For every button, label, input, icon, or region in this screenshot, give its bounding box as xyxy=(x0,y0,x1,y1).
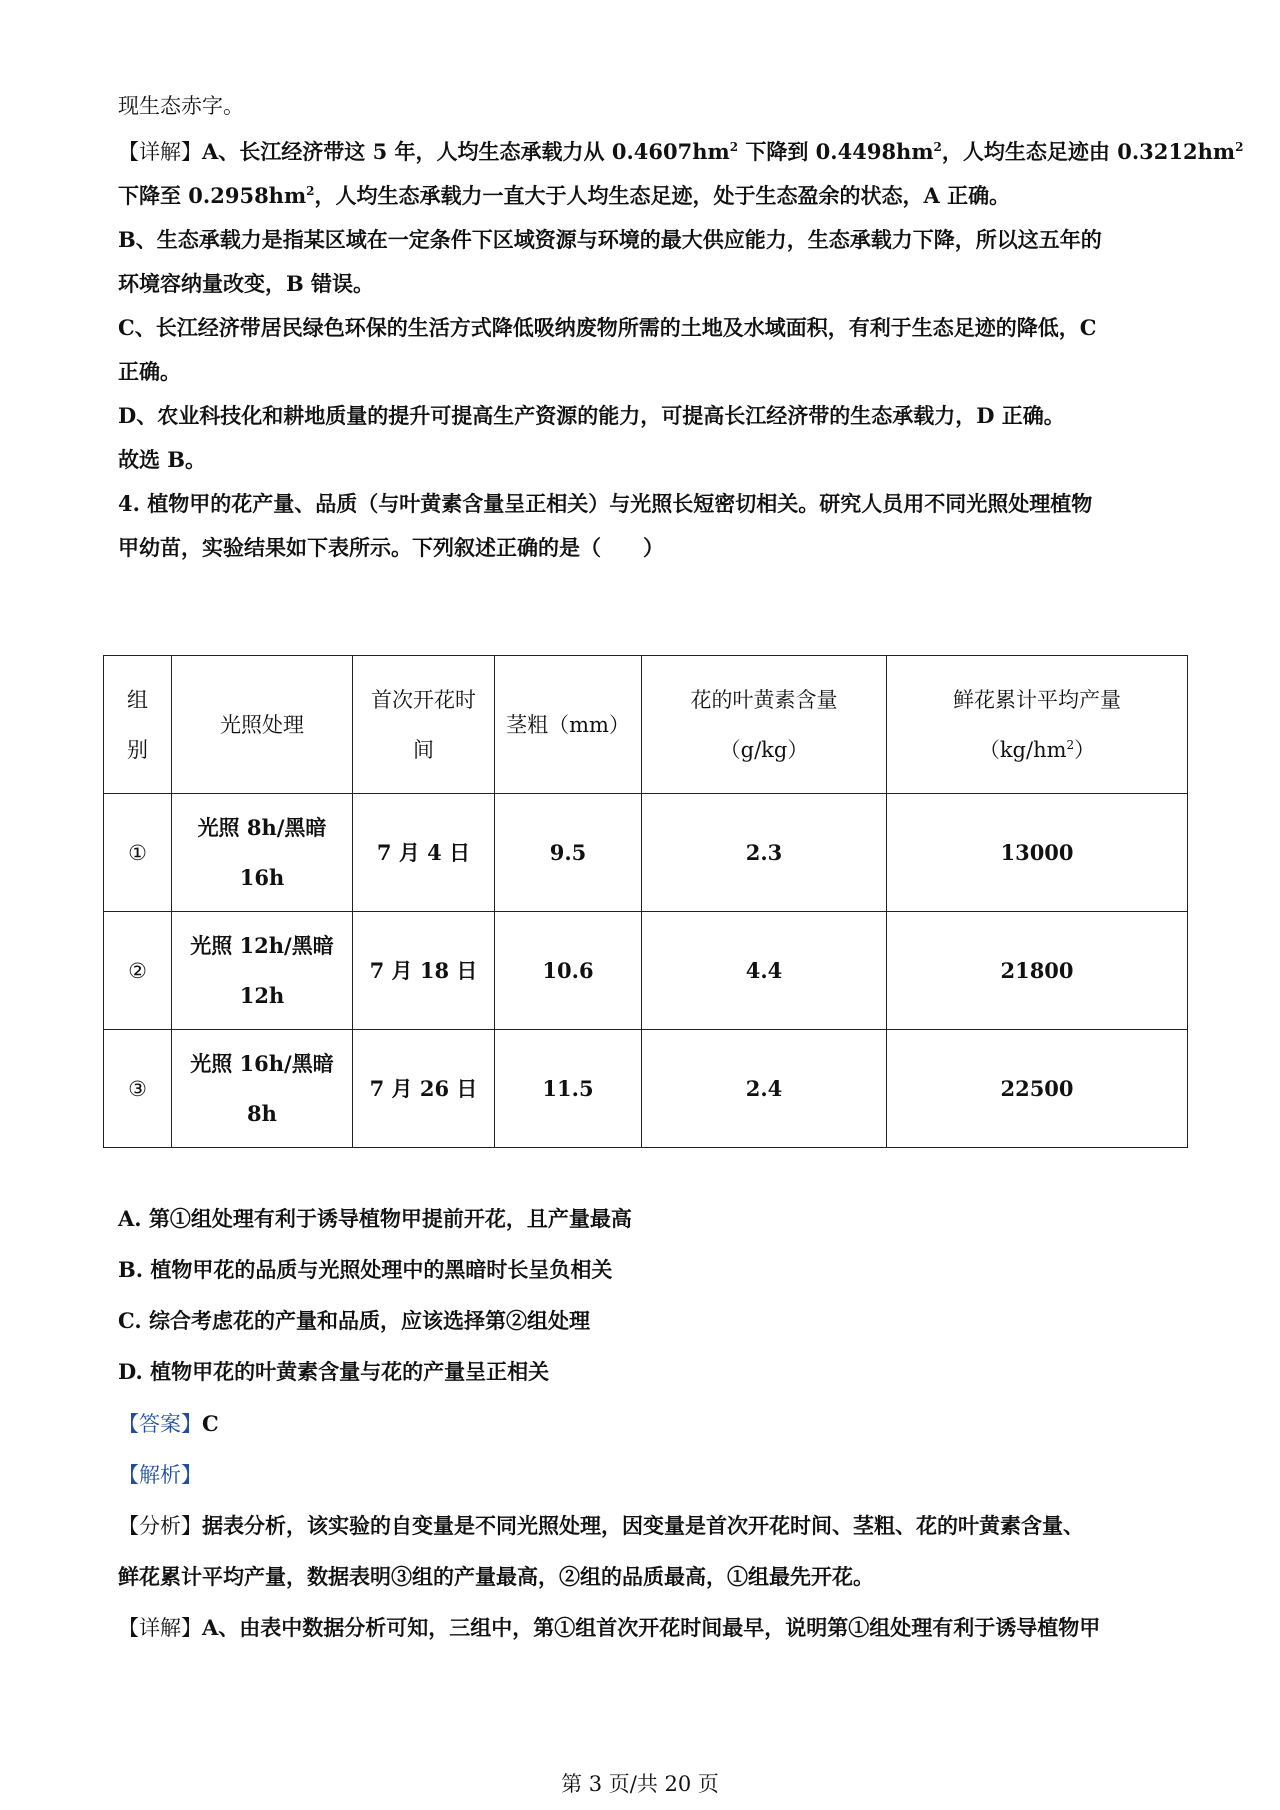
cell-light: 光照 12h/黑暗 12h xyxy=(172,912,353,1030)
table-header-row xyxy=(104,656,1188,794)
cell-group: ② xyxy=(104,912,172,1030)
analysis-line1: 【分析】据表分析，该实验的自变量是不同光照处理，因变量是首次开花时间、茎粗、花的叶黄素含量、 xyxy=(118,1513,1084,1538)
cell-stem: 11.5 xyxy=(495,1030,642,1148)
analysis-sub-label: 【分析】 xyxy=(118,1514,202,1538)
cell-flower-time: 7 月 18 日 xyxy=(353,912,495,1030)
header-lutein: 花的叶黄素含量 （g/kg） xyxy=(642,656,887,794)
detail-c-line1: C、长江经济带居民绿色环保的生活方式降低吸纳废物所需的土地及水域面积，有利于生态足迹的降低，C xyxy=(118,315,1097,340)
option-c: C. 综合考虑花的产量和品质，应该选择第②组处理 xyxy=(118,1308,590,1333)
header-group: 组 别 xyxy=(104,656,172,794)
header-yield: 鲜花累计平均产量 $(kg/hm^2)$ xyxy=(887,656,1188,794)
answer-value: C xyxy=(202,1411,219,1436)
analysis-label: 【解析】 xyxy=(118,1463,202,1487)
option-a: A. 第①组处理有利于诱导植物甲提前开花，且产量最高 xyxy=(118,1206,632,1231)
detail-d: D、农业科技化和耕地质量的提升可提高生产资源的能力，可提高长江经济带的生态承载力，D 正确。 xyxy=(118,403,1065,428)
intro-tail: 现生态赤字。 xyxy=(118,94,244,118)
cell-lutein: 2.4 xyxy=(642,1030,887,1148)
cell-lutein: 2.3 xyxy=(642,794,887,912)
page-footer: 第 3 页/共 20 页 xyxy=(561,1772,719,1796)
option-b: B. 植物甲花的品质与光照处理中的黑暗时长呈负相关 xyxy=(118,1257,613,1282)
detail-b-line1: B、生态承载力是指某区域在一定条件下区域资源与环境的最大供应能力，生态承载力下降，所以这五年的 xyxy=(118,227,1102,252)
cell-yield: 13000 xyxy=(887,794,1188,912)
detail-a-line1: 【详解】A、长江经济带这 5 年，人均生态承载力从 $0.4607hm^2$ 下降到 $0.4498hm^2$，人均生态足迹由 $0.3212hm^2$ xyxy=(118,139,1244,164)
detail-c-line2: 正确。 xyxy=(118,359,181,384)
detail2-line1: 【详解】A、由表中数据分析可知，三组中，第①组首次开花时间最早，说明第①组处理有利于诱导植物甲 xyxy=(118,1615,1101,1640)
cell-group: ③ xyxy=(104,1030,172,1148)
cell-stem: 10.6 xyxy=(495,912,642,1030)
cell-yield: 21800 xyxy=(887,912,1188,1030)
cell-group: ① xyxy=(104,794,172,912)
analysis-line2: 鲜花累计平均产量，数据表明③组的产量最高，②组的品质最高，①组最先开花。 xyxy=(118,1564,874,1589)
detail2-label: 【详解】 xyxy=(118,1616,202,1640)
option-d: D. 植物甲花的叶黄素含量与花的产量呈正相关 xyxy=(118,1359,550,1384)
detail-b-line2: 环境容纳量改变，B 错误。 xyxy=(118,271,375,296)
cell-flower-time: 7 月 4 日 xyxy=(353,794,495,912)
header-flower-time: 首次开花时 间 xyxy=(353,656,495,794)
table-row xyxy=(104,912,1188,1030)
cell-stem: 9.5 xyxy=(495,794,642,912)
cell-light: 光照 16h/黑暗 8h xyxy=(172,1030,353,1148)
answer-line xyxy=(118,1410,1178,1438)
cell-lutein: 4.4 xyxy=(642,912,887,1030)
answer-label: 【答案】 xyxy=(118,1412,202,1436)
detail-a-line2: 下降至 $0.2958hm^2$，人均生态承载力一直大于人均生态足迹，处于生态盈余的状态，A 正确。 xyxy=(118,183,1011,208)
experiment-table xyxy=(103,655,1188,1148)
cell-light: 光照 8h/黑暗 16h xyxy=(172,794,353,912)
cell-flower-time: 7 月 26 日 xyxy=(353,1030,495,1148)
cell-yield: 22500 xyxy=(887,1030,1188,1148)
question-line2: 甲幼苗，实验结果如下表所示。下列叙述正确的是（ ） xyxy=(118,535,664,560)
header-light: 光照处理 xyxy=(172,656,353,794)
question-line1: 4. 植物甲的花产量、品质（与叶黄素含量呈正相关）与光照长短密切相关。研究人员用不同光照处理植物 xyxy=(118,491,1093,516)
detail-label: 【详解】 xyxy=(118,140,202,164)
header-stem: 茎粗（mm） xyxy=(495,656,642,794)
table-row xyxy=(104,794,1188,912)
choose-answer: 故选 B。 xyxy=(118,447,207,472)
table-row xyxy=(104,1030,1188,1148)
